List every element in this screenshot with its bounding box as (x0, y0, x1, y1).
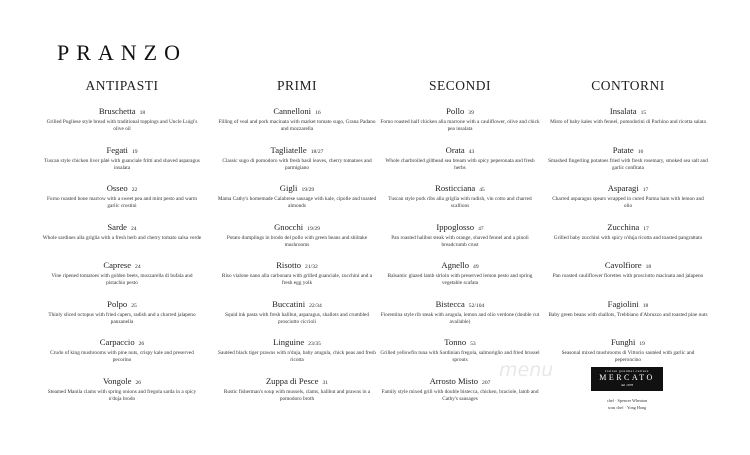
item-name: Pollo (446, 106, 465, 116)
item-price: 25 (131, 302, 137, 309)
item-name: Polpo (107, 298, 128, 309)
item-description: Fiorentina style rib steak with arugula, lemon and olio verdone (double cut available) (380, 311, 540, 325)
item-name: Osseo (106, 183, 128, 193)
item-description: Riso vialone nano alla carbonara with grilled guanciale, zucchini and a fresh egg yolk (221, 273, 373, 286)
item-price: 18/27 (310, 148, 324, 155)
section-heading: PRIMI (276, 78, 317, 93)
item-description: Sautéed black tiger prawns with n'duja, baby arugula, chick peas and fresh ricotta (218, 350, 376, 363)
item-description: Grilled baby zucchini with spicy n'duja ricotta and toasted pangrattato (553, 234, 703, 241)
item-price: 39 (468, 110, 474, 116)
item-name: Buccatini (272, 298, 306, 309)
item-name: Caprese (103, 260, 132, 270)
item-price: 53 (470, 341, 476, 347)
item-price: 207 (482, 379, 491, 386)
item-price: 26 (138, 341, 145, 347)
menu-item (217, 183, 377, 222)
item-description: Potato dumplings in brodo del pollo with green beans and shiitake mushrooms (226, 234, 368, 248)
menu-item (217, 260, 377, 299)
item-price: 16 (315, 110, 321, 116)
item-description: Tuscan style chicken liver pâté with guanciale frittí and shaved asparagus insalata (44, 157, 200, 171)
menu-item (217, 106, 377, 145)
item-price: 24 (130, 225, 137, 232)
logo-name: MERCATO (599, 373, 655, 382)
menu-item (217, 376, 377, 415)
menu-item (42, 183, 202, 222)
item-name: Ippoglosso (436, 221, 475, 232)
item-name: Fagiolini (607, 298, 639, 309)
menu-item (42, 145, 202, 184)
menu-item (380, 376, 540, 415)
item-name: Risotto (276, 260, 302, 270)
item-name: Zuppa di Pesce (265, 375, 319, 386)
item-description: Squid ink pasta with fresh halibut, asparagus, shallots and crumbled prosciutto ciccioli (224, 311, 370, 325)
menu-item (42, 337, 202, 376)
menu-item (217, 337, 377, 376)
item-description: Crudo of king mushrooms with pine nuts, crispy kale and preserved pecorino (50, 350, 194, 363)
item-name: Fegati (106, 144, 128, 155)
item-description: Rustic fisherman's soup with mussels, clams, halibut and prawns in a pomodoro broth (223, 388, 371, 402)
menu-item (380, 183, 540, 222)
item-name: Sarde (107, 221, 127, 232)
item-price: 45 (479, 187, 485, 193)
item-description: Misto of baby kales with fennel, pomodorini di Pachino and ricotta salata (550, 119, 706, 125)
item-description: Balsamic glazed lamb sirloin with preserved lemon pesto and spring vegetable scafata (387, 273, 533, 286)
item-name: Orata (445, 144, 465, 155)
menu-item (42, 106, 202, 145)
item-description: Steamed Manila clams with spring onions and fregola sarda in a spicy n'duja brodo (47, 388, 197, 402)
menu-item (380, 299, 540, 338)
item-name: Vongole (102, 375, 132, 386)
menu-item (42, 376, 202, 415)
item-name: Rosticciana (435, 183, 476, 193)
item-description: Charred asparagus spears wrapped in cured Parma ham with lemon and olio (552, 196, 704, 209)
item-description: Seasonal mixed mushrooms di Vittorio sautéed with garlic and peperoncino (561, 350, 695, 363)
item-price: 18 (139, 110, 146, 116)
item-description: Grilled Pugliese style bread with traditional toppings and Uncle Luigi's olive oil (46, 119, 198, 132)
item-price: 18 (642, 302, 649, 309)
chef-name: chef · Spencer Wheaton (606, 398, 648, 403)
section-heading: SECONDI (428, 78, 491, 93)
item-price: 17 (643, 225, 649, 232)
item-name: Tagliatelle (270, 144, 307, 155)
item-price: 19 (639, 341, 645, 347)
menu-item (548, 260, 708, 299)
section-heading: ANTIPASTI (85, 78, 159, 93)
item-price: 49 (473, 264, 479, 270)
item-name: Gigli (279, 183, 298, 193)
item-name: Carpaccio (99, 337, 135, 347)
item-name: Agnello (441, 260, 470, 270)
item-price: 22/34 (309, 302, 322, 309)
item-price: 19/29 (307, 225, 320, 232)
item-description: Baby green beans with shallots, Trebbiano d'Abruzzo and toasted pine nuts (548, 311, 708, 318)
menu-item (217, 145, 377, 184)
item-price: 31 (322, 379, 329, 386)
sous-chef-name: sous chef · Yong Hong (607, 405, 647, 410)
item-description: Forno roasted bone marrow with a sweet pea and mint pesto and warm garlic crostini (46, 196, 198, 209)
page-title: PRANZO (57, 40, 188, 65)
item-description: Pan roasted halibut steak with orange, shaved fennel and a pinoli breadcrumb crust (391, 234, 529, 248)
chef-credits (592, 397, 662, 411)
item-description: Filling of veal and pork macinata with market tomato sugo, Grana Padano and mozzarella (218, 119, 376, 132)
section-primi (217, 78, 377, 414)
item-description: Pan roasted cauliflower florettes with prosciutto macinata and jalapeno (552, 273, 704, 279)
item-description: Classic sugo di pomodoro with fresh basil leaves, cherry tomatoes and parmigiano (222, 157, 372, 171)
item-description: Thinly sliced octopus with fried capers, radish and a charred jalapeno panzanella (48, 311, 196, 325)
item-description: Whole charbroiled gilthead sea bream with spicy peperonata and fresh herbs (385, 157, 535, 171)
item-price: 19/29 (301, 187, 315, 193)
item-description: Tuscan style pork ribs alla griglia with radish, vin cotto and charred scallions (388, 196, 532, 209)
item-description: Whole sardines alla griglia with a fresh herb and cherry tomato salsa verde (42, 234, 202, 241)
item-description: Family style mixed grill with double bistecca, chicken, braciole, lamb and Cathy's sausages (381, 388, 539, 402)
item-price: 15 (640, 110, 647, 116)
item-name: Bruschetta (98, 106, 136, 116)
menu-item (380, 222, 540, 261)
menu-item (548, 106, 708, 145)
menu-item (42, 260, 202, 299)
menu-item (217, 299, 377, 338)
item-description: Smashed fingerling potatoes fried with fresh rosemary, smoked sea salt and garlic confitata (548, 157, 708, 171)
item-price: 47 (478, 225, 484, 232)
watermark: menu (499, 359, 554, 381)
item-name: Bistecca (435, 298, 465, 309)
menu-item (42, 299, 202, 338)
item-name: Patate (612, 144, 634, 155)
menu-item (42, 222, 202, 261)
menu-item (548, 183, 708, 222)
section-contorni (548, 78, 708, 376)
item-price: 17 (642, 187, 649, 193)
item-description: Mama Cathy's homemade Calabrese sausage with kale, cipolle and toasted almonds (217, 196, 377, 209)
item-name: Funghi (611, 337, 636, 347)
item-price: 18 (645, 264, 652, 270)
item-name: Gnocchi (274, 221, 304, 232)
item-price: 22 (131, 187, 138, 193)
item-name: Asparagi (607, 183, 639, 193)
menu-item (548, 222, 708, 261)
item-name: Insalata (609, 106, 637, 116)
item-name: Linguine (273, 337, 305, 347)
item-description: Vine ripened tomatoes with golden beets, mozzarella di bufala and pistachio pesto (51, 273, 193, 286)
item-price: 52/104 (468, 302, 485, 309)
item-description: Grilled yellowfin tuna with Sardinian fregola, salmoriglio and fried brussel sprouts (380, 350, 540, 363)
item-price: 16 (637, 148, 644, 155)
section-antipasti (42, 78, 202, 414)
item-price: 23/35 (308, 341, 321, 347)
menu-item (217, 222, 377, 261)
item-name: Zucchina (607, 221, 640, 232)
menu-item (548, 299, 708, 338)
menu-item (548, 145, 708, 184)
item-description: Forno roasted half chicken alla marrone with a cauliflower, olive and chick pea insalata (380, 119, 540, 132)
menu-item (380, 260, 540, 299)
logo-established: dal 1978 (620, 383, 634, 387)
item-name: Arrosto Misto (429, 375, 479, 386)
item-price: 43 (468, 148, 475, 155)
item-name: Cannelloni (273, 106, 312, 116)
logo-tagline: Italian gourmet culture (605, 369, 649, 373)
mercato-logo (591, 367, 663, 391)
item-price: 24 (135, 264, 141, 270)
menu-item (380, 106, 540, 145)
item-name: Tonno (444, 337, 467, 347)
item-price: 26 (135, 379, 142, 386)
menu-item (380, 145, 540, 184)
item-name: Cavolfiore (604, 260, 642, 270)
item-price: 19 (131, 148, 138, 155)
section-heading: CONTORNI (591, 78, 665, 93)
item-price: 21/32 (305, 264, 318, 270)
